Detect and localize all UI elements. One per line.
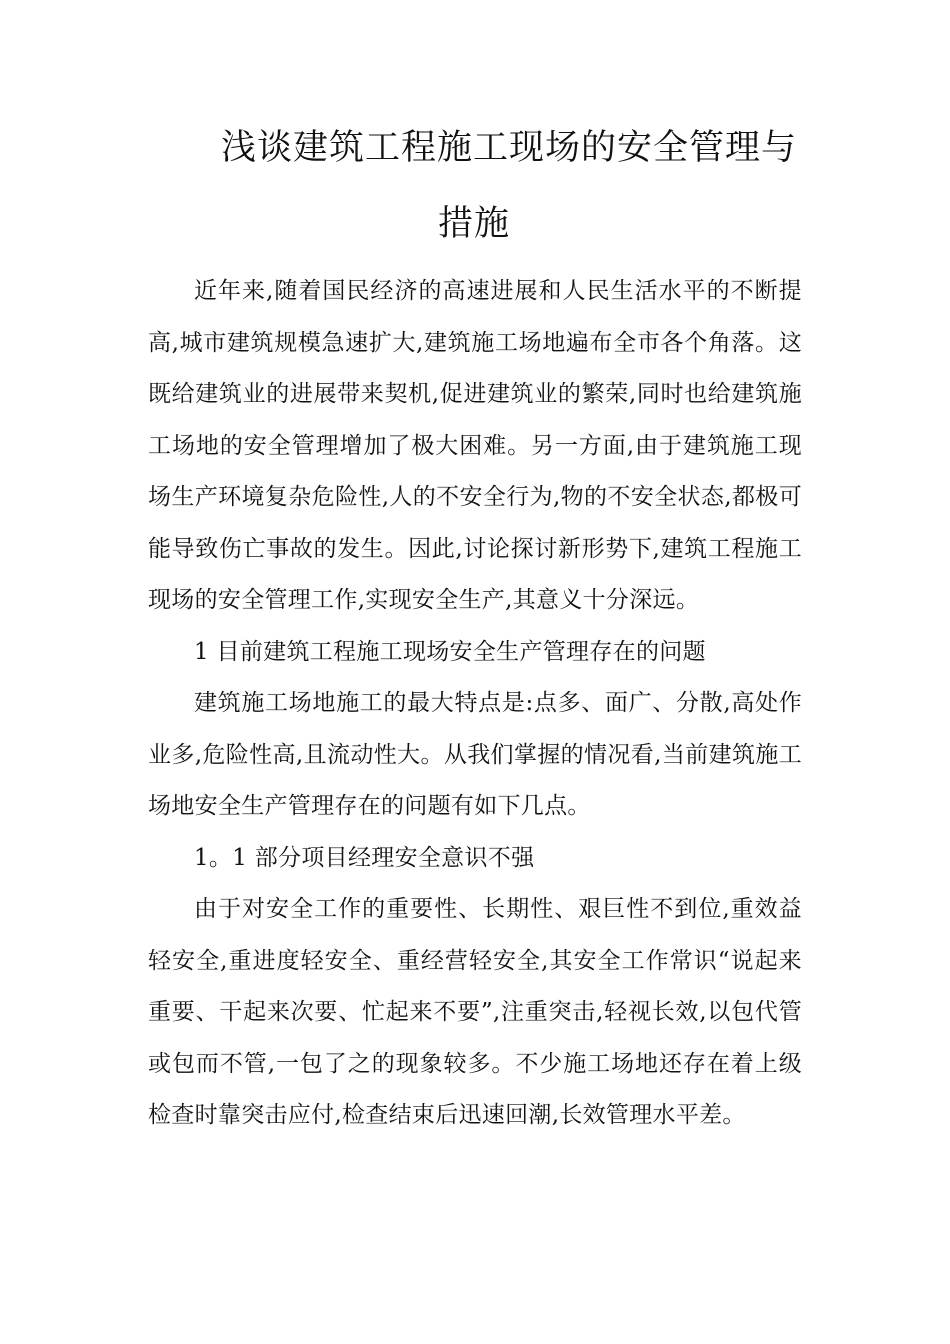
paragraph-intro: 近年来,随着国民经济的高速进展和人民生活水平的不断提高,城市建筑规模急速扩大,建筑施工场地遍布全市各个角落。这既给建筑业的进展带来契机,促进建筑业的繁荣,同时也给建筑施工场地的安全管理增加了极大困难。另一方面,由于建筑施工现场生产环境复杂危险性,人的不安全行为,物的不安全状态,都极可能导致伤亡事故的发生。因此,讨论探讨新形势下,建筑工程施工现场的安全管理工作,实现安全生产,其意义十分深远。 (148, 278, 802, 613)
document-body (148, 266, 802, 1142)
paragraph-site-features: 建筑施工场地施工的最大特点是:点多、面广、分散,高处作业多,危险性高,且流动性大。从我们掌握的情况看,当前建筑施工场地安全生产管理存在的问题有如下几点。 (148, 690, 802, 819)
section-heading-1: 1 目前建筑工程施工现场安全生产管理存在的问题 (194, 638, 706, 665)
document-title: 浅谈建筑工程施工现场的安全管理与措施 (220, 128, 797, 244)
section-heading-1-1: 1。1 部分项目经理安全意识不强 (194, 844, 535, 871)
paragraph-safety-awareness: 由于对安全工作的重要性、长期性、艰巨性不到位,重效益轻安全,重进度轻安全、重经营轻安全,其安全工作常识“说起来重要、干起来次要、忙起来不要”,注重突击,轻视长效,以包代管或包而不管,一包了之的现象较多。不少施工场地还存在着上级检查时靠突击应付,检查结束后迅速回潮,长效管理水平差。 (148, 896, 802, 1128)
